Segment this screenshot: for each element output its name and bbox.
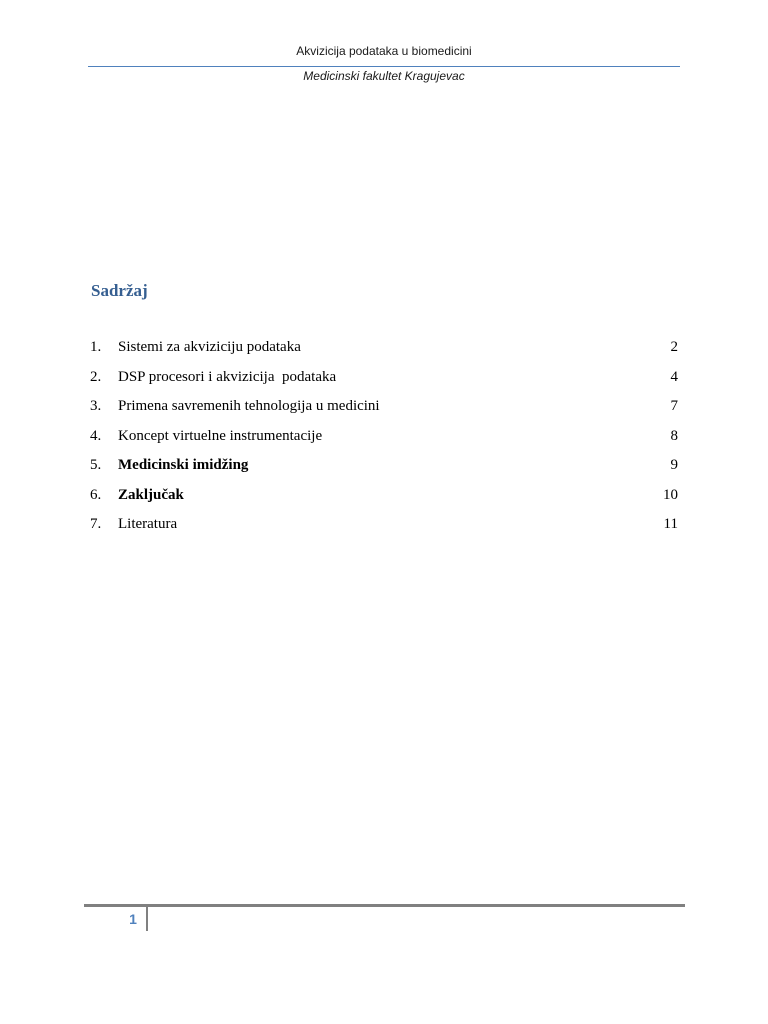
header-divider bbox=[88, 66, 680, 67]
toc-entry-page: 8 bbox=[670, 427, 678, 444]
toc-entry-page: 2 bbox=[670, 339, 678, 355]
toc-entry-number: 6. bbox=[90, 486, 102, 503]
toc-entry-3[interactable] bbox=[90, 395, 678, 425]
toc-entry-7[interactable] bbox=[90, 513, 678, 543]
toc-entry-title: Koncept virtuelne instrumentacije bbox=[118, 427, 323, 444]
toc-heading: Sadržaj bbox=[91, 281, 148, 300]
toc-entry-1[interactable] bbox=[90, 336, 678, 366]
toc-entry-page: 7 bbox=[670, 398, 678, 414]
toc-entry-number: 5. bbox=[90, 457, 102, 473]
toc-entry-page: 9 bbox=[670, 457, 678, 473]
toc-entry-5[interactable] bbox=[90, 454, 678, 484]
toc-entry-number: 4. bbox=[90, 427, 102, 444]
toc-entry-6[interactable] bbox=[90, 484, 678, 514]
table-of-contents bbox=[90, 336, 678, 543]
footer-divider bbox=[84, 904, 685, 907]
toc-entry-title: Primena savremenih tehnologija u medicini bbox=[118, 398, 380, 414]
toc-entry-page: 10 bbox=[663, 486, 678, 503]
toc-entry-title: Zaključak bbox=[118, 486, 184, 503]
toc-entry-title: Medicinski imidžing bbox=[118, 457, 249, 473]
toc-entry-title: Literatura bbox=[118, 516, 178, 532]
toc-entry-4[interactable] bbox=[90, 425, 678, 455]
toc-entry-page: 4 bbox=[670, 368, 678, 385]
toc-entry-title: Sistemi za akviziciju podataka bbox=[118, 339, 301, 355]
toc-entry-number: 3. bbox=[90, 398, 102, 414]
toc-entry-2[interactable] bbox=[90, 366, 678, 396]
toc-entry-page: 11 bbox=[663, 516, 678, 532]
toc-entry-number: 1. bbox=[90, 339, 102, 355]
toc-entry-number: 2. bbox=[90, 368, 102, 385]
footer-vertical-bar bbox=[146, 907, 148, 931]
header-subtitle: Medicinski fakultet Kragujevac bbox=[303, 69, 465, 83]
footer-page-number: 1 bbox=[129, 911, 137, 927]
header-title: Akvizicija podataka u biomedicini bbox=[296, 44, 472, 58]
toc-entry-title: DSP procesori i akvizicija podataka bbox=[118, 368, 337, 385]
toc-entry-number: 7. bbox=[90, 516, 102, 532]
